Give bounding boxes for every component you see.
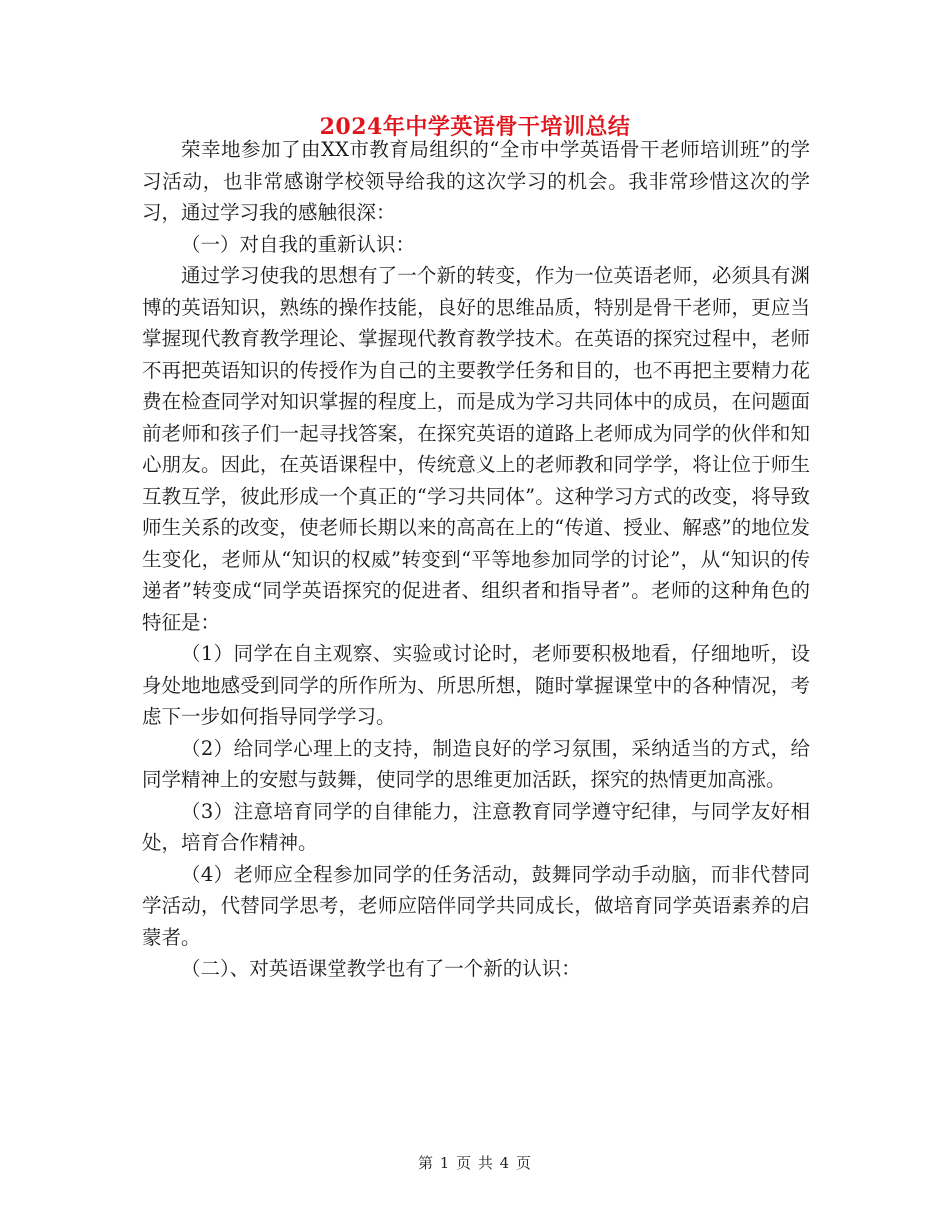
- list-item-4: （4）老师应全程参加同学的任务活动，鼓舞同学动手动脑，而非代替同学活动，代替同学思考，老师应陪伴同学共同成长，做培育同学英语素养的启蒙者。: [142, 862, 810, 949]
- document-title: 2024年中学英语骨干培训总结: [319, 114, 631, 140]
- paragraph-intro: 荣幸地参加了由XX市教育局组织的“全市中学英语骨干老师培训班”的学习活动，也非常感谢学校领导给我的这次学习的机会。我非常珍惜这次的学习，通过学习我的感触很深：: [142, 138, 810, 224]
- section-heading-2: （二）、对英语课堂教学也有了一个新的认识：: [181, 957, 581, 980]
- section-heading-1: （一）对自我的重新认识：: [181, 232, 416, 256]
- paragraph-self-recognition: 通过学习使我的思想有了一个新的转变，作为一位英语老师，必须具有渊博的英语知识，熟练的操作技能，良好的思维品质，特别是骨干老师，更应当掌握现代教育教学理论、掌握现代教育教学技术。在英语的探究过程中，老师不再把英语知识的传授作为自己的主要教学任务和目的，也不再把主要精力花费在检查同学对知识掌握的程度上，而是成为学习共同体中的成员，在问题面前老师和孩子们一起寻找答案，在探究英语的道路上老师成为同学的伙伴和知心朋友。因此，在英语课程中，传统意义上的老师教和同学学，将让位于师生互教互学，彼此形成一个真正的“学习共同体”。这种学习方式的改变，将导致师生关系的改变，使老师长期以来的高高在上的“传道、授业、解惑”的地位发生变化，老师从“知识的权威”转变到“平等地参加同学的讨论”，从“知识的传递者”转变成“同学英语探究的促进者、组织者和指导者”。老师的这种角色的特征是：: [142, 264, 810, 634]
- list-item-1: （1）同学在自主观察、实验或讨论时，老师要积极地看，仔细地听，设身处地地感受到同学的所作所为、所思所想，随时掌握课堂中的各种情况，考虑下一步如何指导同学学习。: [142, 642, 810, 728]
- page-footer: 第 1 页 共 4 页: [418, 1154, 532, 1172]
- document-body: [142, 134, 810, 985]
- list-item-2: （2）给同学心理上的支持，制造良好的学习氛围，采纳适当的方式，给同学精神上的安慰与鼓舞，使同学的思维更加活跃，探究的热情更加高涨。: [142, 736, 810, 791]
- list-item-3: （3）注意培育同学的自律能力，注意教育同学遵守纪律，与同学友好相处，培育合作精神。: [142, 799, 810, 854]
